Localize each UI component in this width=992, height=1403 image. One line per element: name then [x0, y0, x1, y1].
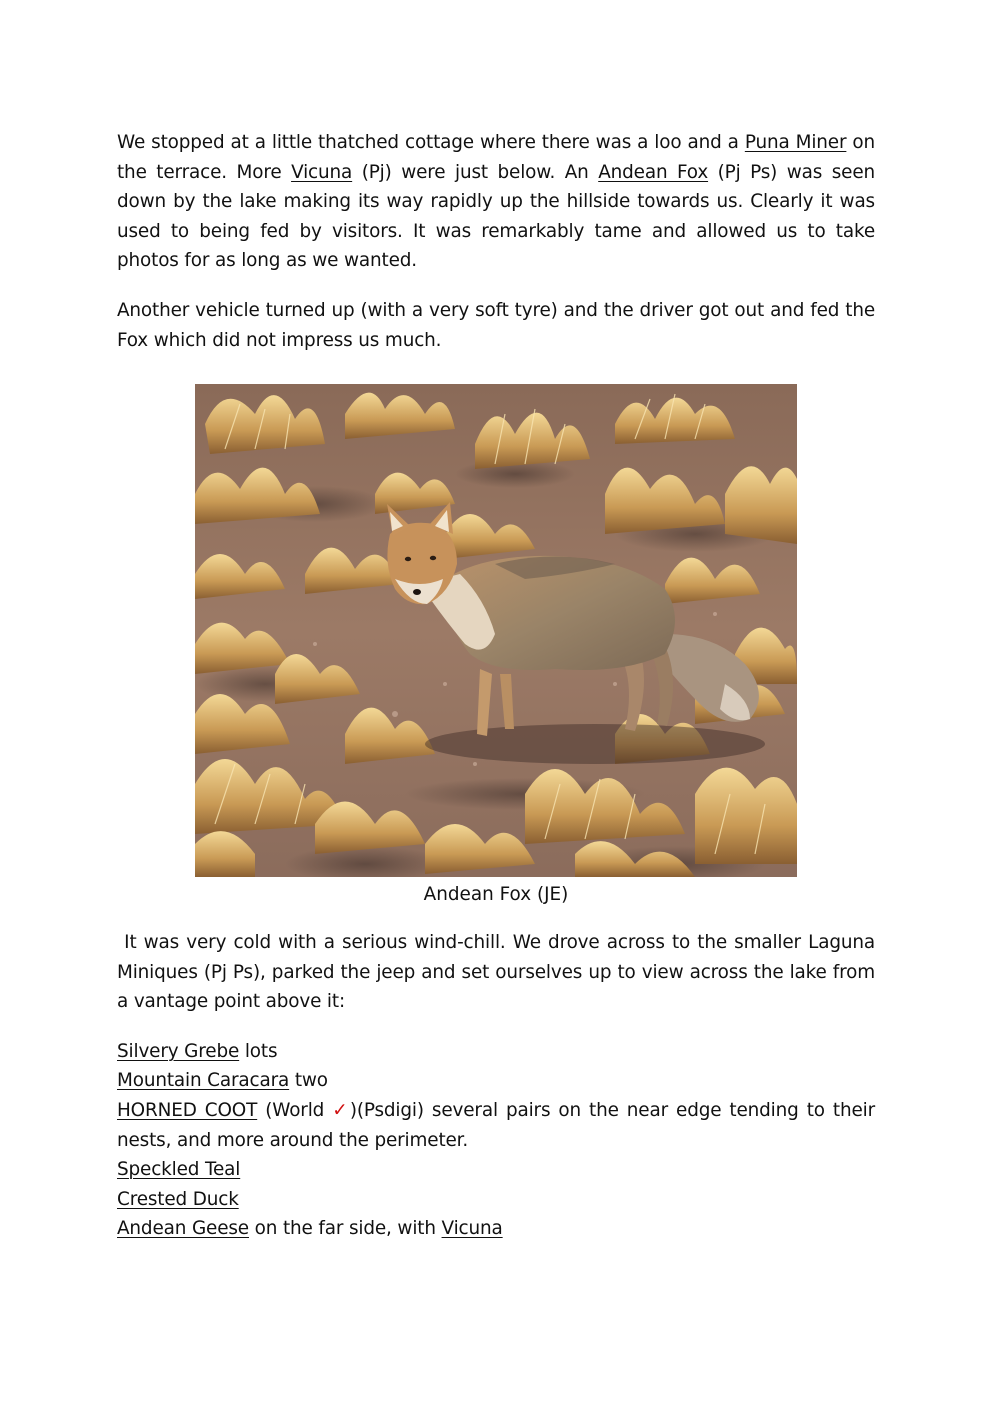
fox-photo-illustration	[195, 384, 797, 877]
list-item	[117, 1096, 875, 1155]
link-silvery-grebe[interactable]: Silvery Grebe	[117, 1040, 240, 1062]
text-run: on the far side, with	[248, 1218, 442, 1240]
text-run: lots	[239, 1040, 278, 1062]
link-vicuna-2[interactable]: Vicuna	[441, 1218, 503, 1240]
text-run: (World	[257, 1099, 333, 1121]
text-run: (Pj) were just below. An	[352, 161, 599, 183]
link-andean-geese[interactable]: Andean Geese	[117, 1218, 249, 1240]
text-run: two	[289, 1070, 328, 1092]
paragraph-vehicle: Another vehicle turned up (with a very soft tyre) and the driver got out and fed the Fox which did not impress us much.	[117, 299, 875, 351]
andean-fox-photo	[195, 384, 797, 877]
list-item	[117, 1155, 875, 1185]
figure-caption: Andean Fox (JE)	[423, 884, 569, 905]
link-speckled-teal[interactable]: Speckled Teal	[117, 1159, 241, 1181]
species-list	[117, 1037, 875, 1244]
paragraph-cottage	[117, 128, 875, 276]
text-run: (Pj Ps) was seen down by the lake making its way rapidly up the hillside towards us. Clearly it was used to being fed by visitors. It was remarkably tame and allowed us to take photos for as long as we wanted.	[117, 161, 875, 272]
link-horned-coot[interactable]: HORNED COOT	[117, 1099, 258, 1121]
link-vicuna[interactable]: Vicuna	[291, 161, 353, 183]
upper-text	[117, 128, 875, 355]
list-item	[117, 1214, 875, 1244]
check-icon: ✓	[332, 1099, 350, 1121]
list-item	[117, 1185, 875, 1215]
link-puna-miner[interactable]: Puna Miner	[744, 132, 847, 153]
list-item	[117, 1066, 875, 1096]
lower-text	[117, 928, 881, 1244]
list-item	[117, 1037, 875, 1067]
text-run: We stopped at a little thatched cottage where there was a loo and a	[117, 132, 745, 153]
text-run: )(Psdigi) several pairs on the near edge tending to their nests, and more around the perimeter.	[117, 1099, 875, 1151]
link-andean-fox[interactable]: Andean Fox	[598, 161, 709, 183]
link-crested-duck[interactable]: Crested Duck	[117, 1188, 239, 1210]
link-mountain-caracara[interactable]: Mountain Caracara	[117, 1070, 290, 1092]
paragraph-laguna: It was very cold with a serious wind-chill. We drove across to the smaller Laguna Miniques (Pj Ps), parked the jeep and set ourselves up to view across the lake from a vantage point above it:	[117, 932, 881, 1013]
text-run: on the terrace. More	[117, 132, 876, 183]
